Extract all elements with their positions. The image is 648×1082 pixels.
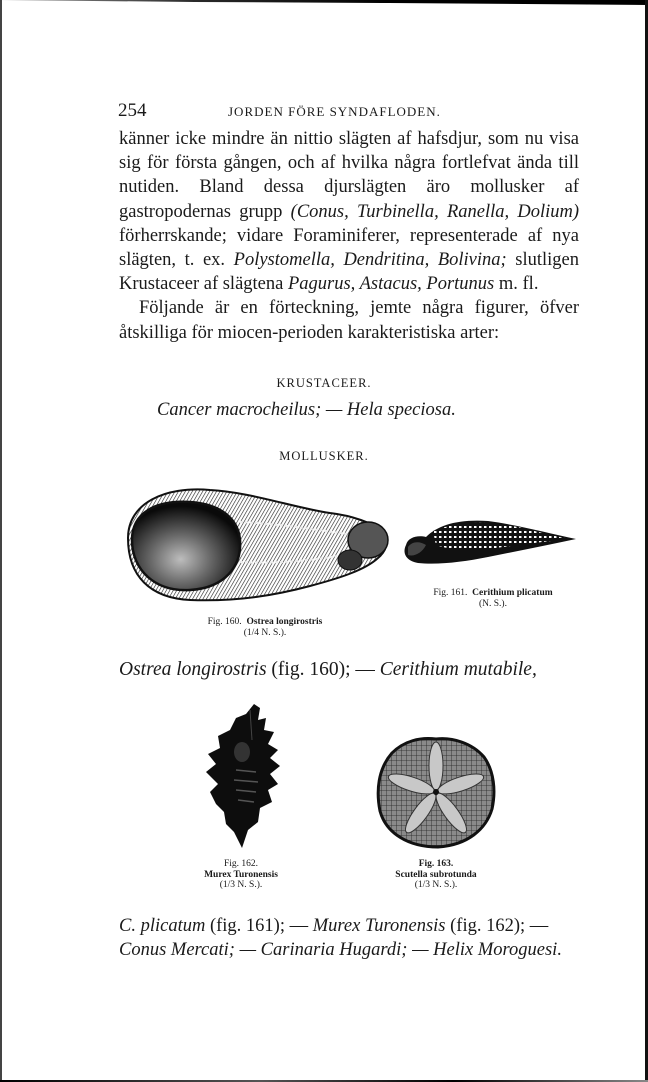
figure-label: Fig. 161. [433,588,468,598]
paragraph-2: Följande är en förteckning, jemte några figurer, öfver åtskilliga för miocen-perioden karakteristiska arter: [119,298,579,343]
body-text [119,127,579,345]
figure-scutella-subrotunda [376,735,496,850]
figure-label: Fig. 163. [418,859,454,869]
text-run: (fig. 160); — [266,659,380,680]
species-name: C. plicatum [119,916,206,936]
figure-label: Fig. 160. [207,617,242,627]
species-name: Ostrea longirostris [119,659,267,680]
species-name: Murex Turonensis [312,916,446,936]
page-number: 254 [118,100,147,121]
text-run: (fig. 162); — [445,916,549,936]
cerithium-shell-illustration [398,515,578,570]
oyster-shell-illustration [120,478,400,608]
scan-edge-left [0,0,2,1082]
italic-genera: (Conus, Turbinella, Ranella, Dolium) [290,201,580,222]
text-run: känner icke mindre än nittio slägten af hafsdjur, som nu visa sig för första gången, och af hvilka några fortlefvat ända till nutiden. Bland dessa djurslägten äro mollusker af gastropodernas grupp [119,129,579,222]
italic-genera: Polystomella, Dendritina, Bolivina; [233,250,507,271]
caption-fig-160 [160,617,370,638]
figure-label: Fig. 162. [223,859,259,869]
italic-genera: Pagurus, Astacus, Portunus [287,274,495,295]
caption-fig-162 [186,859,296,891]
species-line-krustaceer [157,398,617,422]
figure-scale: (1/4 N. S.). [243,627,287,638]
murex-shell-illustration [196,700,286,850]
species-text: Cancer macrocheilus; — Hela speciosa. [157,400,456,420]
figure-cerithium-plicatum [398,515,578,570]
species-line-3 [119,938,579,962]
text-run: (fig. 161); — [205,916,313,936]
figure-species: Ostrea longirostris [246,617,323,627]
text-run: m. fl. [494,274,539,295]
figure-ostrea-longirostris [120,478,400,608]
species-name: Conus Mercati; — Carinaria Hugardi; — Helix Moroguesi. [119,940,562,960]
caption-fig-163 [376,859,496,891]
figure-species: Scutella subrotunda [395,869,477,880]
figure-scale: (N. S.). [479,598,507,609]
species-line-2 [119,914,579,938]
figure-species: Murex Turonensis [204,869,278,880]
text-run: slutligen Krustaceer af slägtena [119,250,579,295]
species-name: Cerithium mutabile, [379,659,537,680]
running-title: JORDEN FÖRE SYNDAFLODEN. [228,104,441,119]
figure-species: Cerithium plicatum [472,588,553,598]
paragraph-1 [119,127,579,296]
caption-fig-161 [408,588,578,609]
figure-murex-turonensis [196,700,286,850]
species-line-1 [119,658,579,682]
text-run: förherrskande; vidare Foraminiferer, representerade af nya slägten, t. ex. [119,225,579,271]
section-heading-krustaceer: KRUSTACEER. [276,376,372,390]
figure-scale: (1/3 N. S.). [219,880,263,890]
scan-edge-top [0,0,648,5]
sand-dollar-illustration [376,735,496,850]
running-head [118,100,578,120]
section-heading-mollusker: MOLLUSKER. [279,449,369,463]
figure-scale: (1/3 N. S.). [414,880,458,890]
